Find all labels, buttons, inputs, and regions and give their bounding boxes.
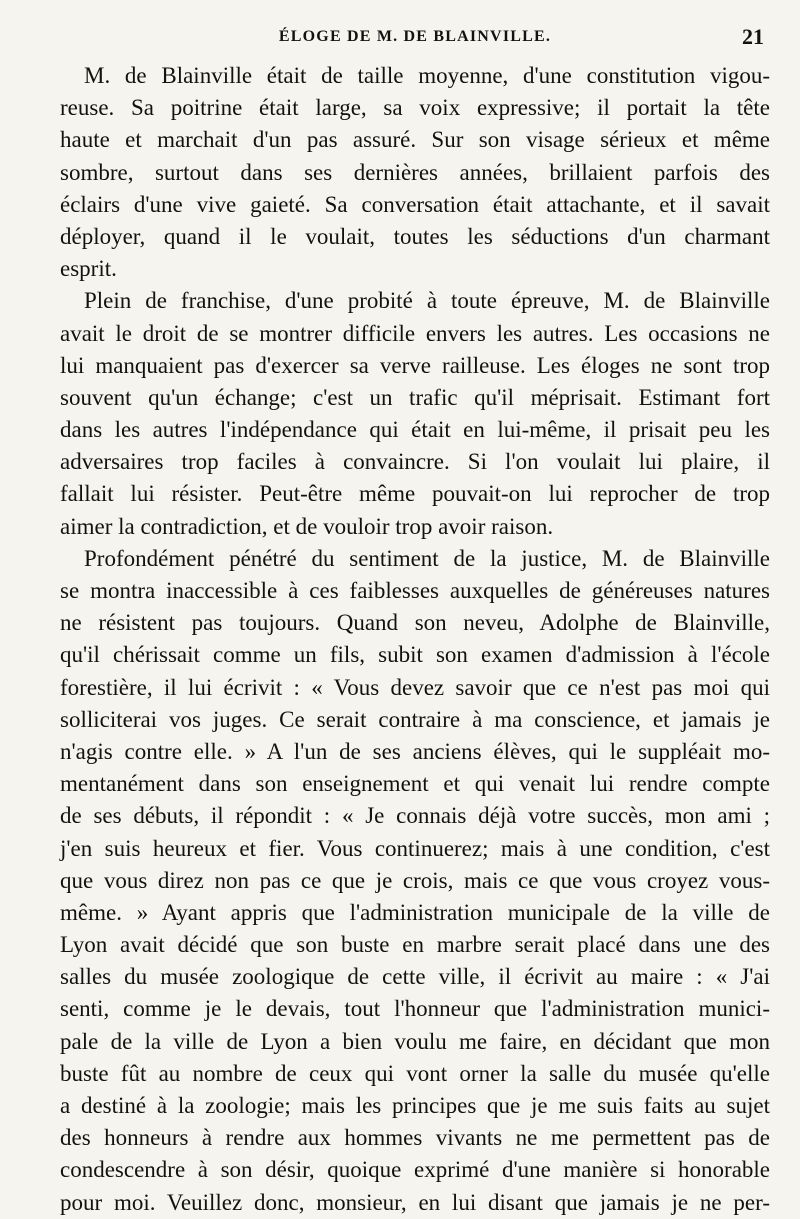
text-line: que vous direz non pas ce que je crois, mais ce que vous croyez vous- (60, 867, 770, 893)
text-line: Lyon avait décidé que son buste en marbre serait placé dans une des (60, 932, 770, 958)
text-line: aimer la contradiction, et de vouloir trop avoir raison. (60, 513, 554, 539)
text-line: qu'il chérissait comme un fils, subit son examen d'admission à l'école (60, 642, 770, 668)
text-line: esprit. (60, 256, 117, 282)
text-line: forestière, il lui écrivit : « Vous devez savoir que ce n'est pas moi qui (60, 674, 770, 700)
text-line: Plein de franchise, d'une probité à toute épreuve, M. de Blainville (84, 288, 770, 314)
text-line: n'agis contre elle. » A l'un de ses anciens élèves, qui le suppléait mo- (60, 738, 770, 764)
text-line: pale de la ville de Lyon a bien voulu me faire, en décidant que mon (60, 1028, 770, 1054)
paragraph-2 (60, 285, 770, 543)
page-number: 21 (742, 24, 764, 49)
text-line: avait le droit de se montrer difficile envers les autres. Les occasions ne (60, 320, 770, 346)
paragraph-1 (60, 60, 770, 285)
text-line: buste fût au nombre de ceux qui vont orner la salle du musée qu'elle (60, 1060, 770, 1086)
running-title: ÉLOGE DE M. DE BLAINVILLE. (278, 28, 552, 45)
text-line: solliciterai vos juges. Ce serait contraire à ma conscience, et jamais je (60, 706, 770, 732)
text-line: reuse. Sa poitrine était large, sa voix expressive; il portait la tête (60, 95, 770, 121)
text-line: des honneurs à rendre aux hommes vivants ne me permettent pas de (60, 1125, 770, 1151)
text-line: condescendre à son désir, quoique exprimé d'une manière si honorable (60, 1157, 770, 1183)
paragraph-3 (60, 543, 770, 1219)
text-line: dans les autres l'indépendance qui était en lui-même, il prisait peu les (60, 417, 770, 443)
text-line: salles du musée zoologique de cette ville, il écrivit au maire : « J'ai (60, 964, 770, 990)
text-line: adversaires trop faciles à convaincre. Si l'on voulait lui plaire, il (60, 449, 770, 475)
text-line: de ses débuts, il répondit : « Je connais déjà votre succès, mon ami ; (60, 803, 770, 829)
text-line: pour moi. Veuillez donc, monsieur, en lui disant que jamais je ne per- (60, 1189, 770, 1215)
text-line: senti, comme je le devais, tout l'honneur que l'administration munici- (60, 996, 770, 1022)
text-line: éclairs d'une vive gaieté. Sa conversation était attachante, et il savait (60, 191, 770, 217)
page-header (60, 22, 770, 56)
text-line: j'en suis heureux et fier. Vous continuerez; mais à une condition, c'est (60, 835, 770, 861)
text-line: ne résistent pas toujours. Quand son neveu, Adolphe de Blainville, (60, 610, 770, 636)
text-line: haute et marchait d'un pas assuré. Sur son visage sérieux et même (60, 127, 770, 153)
text-line: fallait lui résister. Peut-être même pouvait-on lui reprocher de trop (60, 481, 770, 507)
text-line: mentanément dans son enseignement et qui venait lui rendre compte (60, 771, 770, 797)
text-line: souvent qu'un échange; c'est un trafic qu'il méprisait. Estimant fort (60, 384, 770, 410)
text-line: sombre, surtout dans ses dernières années, brillaient parfois des (60, 159, 770, 185)
text-line: se montra inaccessible à ces faiblesses auxquelles de généreuses natures (60, 578, 770, 603)
body-text (60, 60, 770, 1219)
text-line: a destiné à la zoologie; mais les principes que je me suis faits au sujet (60, 1093, 770, 1118)
text-line: même. » Ayant appris que l'administration municipale de la ville de (60, 899, 770, 925)
text-line: M. de Blainville était de taille moyenne, d'une constitution vigou- (84, 63, 770, 88)
text-line: déployer, quand il le voulait, toutes les séductions d'un charmant (60, 223, 770, 249)
text-line: lui manquaient pas d'exercer sa verve railleuse. Les éloges ne sont trop (60, 352, 770, 378)
text-line: Profondément pénétré du sentiment de la justice, M. de Blainville (84, 545, 770, 571)
